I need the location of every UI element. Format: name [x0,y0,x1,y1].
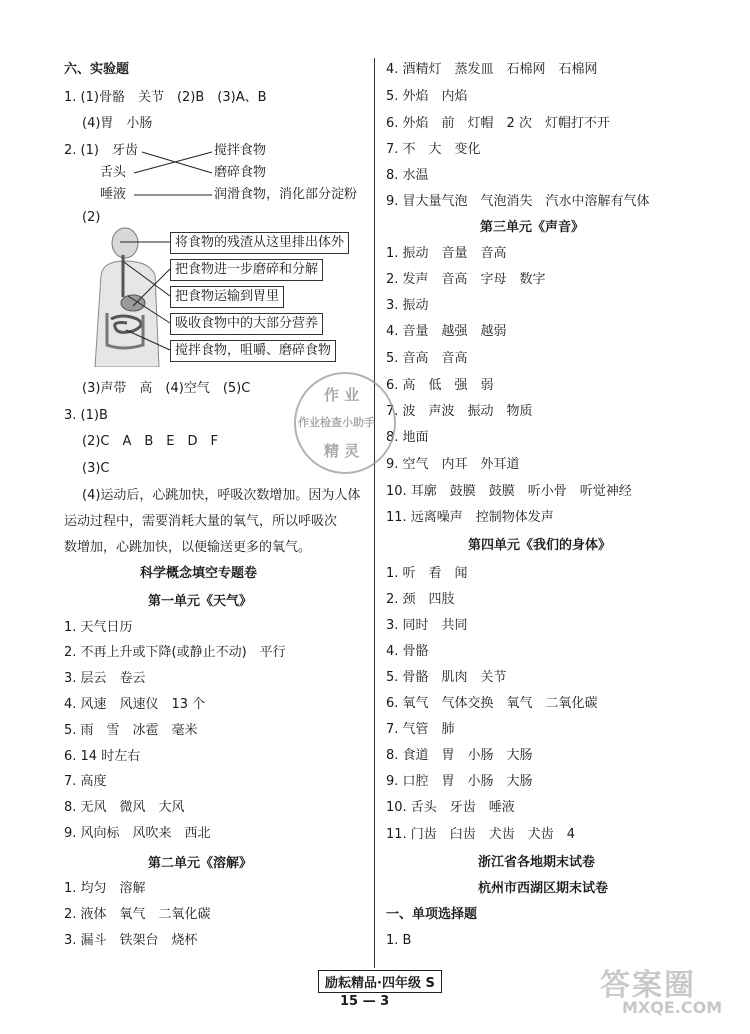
unit4-item: 1. 听 看 闻 [386,566,468,581]
unit3-title: 第三单元《声音》 [480,220,585,235]
unit4-item: 8. 食道 胃 小肠 大肠 [386,748,533,763]
unit2-item: 7. 不 大 变化 [386,142,481,157]
unit4-item: 11. 门齿 臼齿 犬齿 犬齿 4 [386,827,576,842]
q1-line2: (4)胃 小肠 [82,116,153,131]
unit4-title: 第四单元《我们的身体》 [468,538,612,553]
unit1-item: 4. 风速 风速仪 13 个 [64,697,206,712]
unit3-item: 3. 振动 [386,298,429,313]
unit1-item: 7. 高度 [64,774,107,789]
stamp-bottom-text: 精 灵 [324,442,360,460]
unit1-item: 3. 层云 卷云 [64,671,146,686]
body-box-anus: 将食物的残渣从这里排出体外 [170,232,349,254]
unit3-item: 1. 振动 音量 音高 [386,246,507,261]
unit2-item: 2. 液体 氧气 二氧化碳 [64,907,211,922]
unit2-item: 8. 水温 [386,168,429,183]
unit1-item: 6. 14 时左右 [64,749,141,764]
footer-brand: 励耘精品·四年级 S [318,970,442,993]
unit1-item: 9. 风向标 风吹来 西北 [64,826,211,841]
page-number: 15 — 3 [340,994,390,1009]
q3-line5: 运动过程中，需要消耗大量的氧气，所以呼吸次 [64,514,338,529]
unit1-item: 5. 雨 雪 冰雹 毫米 [64,723,198,738]
unit3-item: 2. 发声 音高 字母 数字 [386,272,546,287]
stamp-middle-text: 作业检查小助手 [298,416,375,429]
unit1-title: 第一单元《天气》 [148,594,253,609]
watermark-main: 答案圈 [600,968,696,1003]
q2-label: 2. (1) [64,143,99,158]
unit1-item: 1. 天气日历 [64,620,133,635]
exam-subsection-title: 杭州市西湖区期末试卷 [478,881,609,896]
unit2-item: 6. 外焰 前 灯帽 2 次 灯帽打不开 [386,116,610,131]
unit2-item: 4. 酒精灯 蒸发皿 石棉网 石棉网 [386,62,598,77]
body-connector-lines [0,0,372,380]
q2-sub2-label: (2) [82,210,101,225]
unit2-item: 5. 外焰 内焰 [386,89,468,104]
watermark [600,960,723,1017]
match-left-teeth: 牙齿 [112,143,139,158]
unit3-item: 6. 高 低 强 弱 [386,378,494,393]
q3-line3: (3)C [82,461,110,476]
stamp-top-text: 作 业 [324,386,360,404]
homework-stamp [294,372,396,474]
body-box-esophagus: 把食物运输到胃里 [170,286,284,308]
unit4-item: 5. 骨骼 肌肉 关节 [386,670,507,685]
unit3-item: 4. 音量 越强 越弱 [386,324,507,339]
unit3-item: 7. 波 声波 振动 物质 [386,404,533,419]
unit4-item: 4. 骨骼 [386,644,429,659]
unit4-item: 2. 颈 四肢 [386,592,455,607]
body-box-stomach: 把食物进一步磨碎和分解 [170,259,323,281]
unit4-item: 9. 口腔 胃 小肠 大肠 [386,774,533,789]
watermark-url: MXQE.COM [622,998,723,1017]
unit2-title: 第二单元《溶解》 [148,856,253,871]
unit2-item: 9. 冒大量气泡 气泡消失 汽水中溶解有气体 [386,194,650,209]
match-left-saliva: 唾液 [100,187,127,202]
unit3-item: 9. 空气 内耳 外耳道 [386,457,520,472]
exam-question-type: 一、单项选择题 [386,907,478,922]
q3-line2: (2)C A B E D F [82,434,219,449]
exam-answer: 1. B [386,933,412,948]
q3-line4: (4)运动后，心跳加快，呼吸次数增加。因为人体 [82,488,361,503]
unit4-item: 7. 气管 肺 [386,722,455,737]
q3-line6: 数增加，心跳加快，以便输送更多的氧气。 [64,540,312,555]
match-right-stir: 搅拌食物 [214,143,267,158]
body-box-mouth: 搅拌食物，咀嚼、磨碎食物 [170,340,336,362]
unit3-item: 10. 耳廓 鼓膜 鼓膜 听小骨 听觉神经 [386,484,632,499]
q2-line3: (3)声带 高 (4)空气 (5)C [82,381,251,396]
unit4-item: 10. 舌头 牙齿 唾液 [386,800,515,815]
q3-line1: 3. (1)B [64,408,108,423]
column-divider [374,58,375,968]
body-box-small-intestine: 吸收食物中的大部分营养 [170,313,323,335]
exam-section-title: 浙江省各地期末试卷 [478,855,596,870]
unit4-item: 6. 氧气 气体交换 氧气 二氧化碳 [386,696,598,711]
unit2-item: 1. 均匀 溶解 [64,881,146,896]
unit4-item: 3. 同时 共同 [386,618,468,633]
unit1-item: 8. 无风 微风 大风 [64,800,185,815]
section-title-experiment: 六、实验题 [64,62,130,77]
unit3-item: 11. 远离噪声 控制物体发声 [386,510,554,525]
match-right-lubricate: 润滑食物，消化部分淀粉 [214,187,358,202]
match-right-grind: 磨碎食物 [214,165,267,180]
unit2-item: 3. 漏斗 铁架台 烧杯 [64,933,198,948]
unit3-item: 8. 地面 [386,430,429,445]
match-left-tongue: 舌头 [100,165,127,180]
q1-line1: 1. (1)骨骼 关节 (2)B (3)A、B [64,90,267,105]
unit1-item: 2. 不再上升或下降(或静止不动) 平行 [64,645,286,660]
concept-section-title: 科学概念填空专题卷 [140,566,258,581]
unit3-item: 5. 音高 音高 [386,351,468,366]
